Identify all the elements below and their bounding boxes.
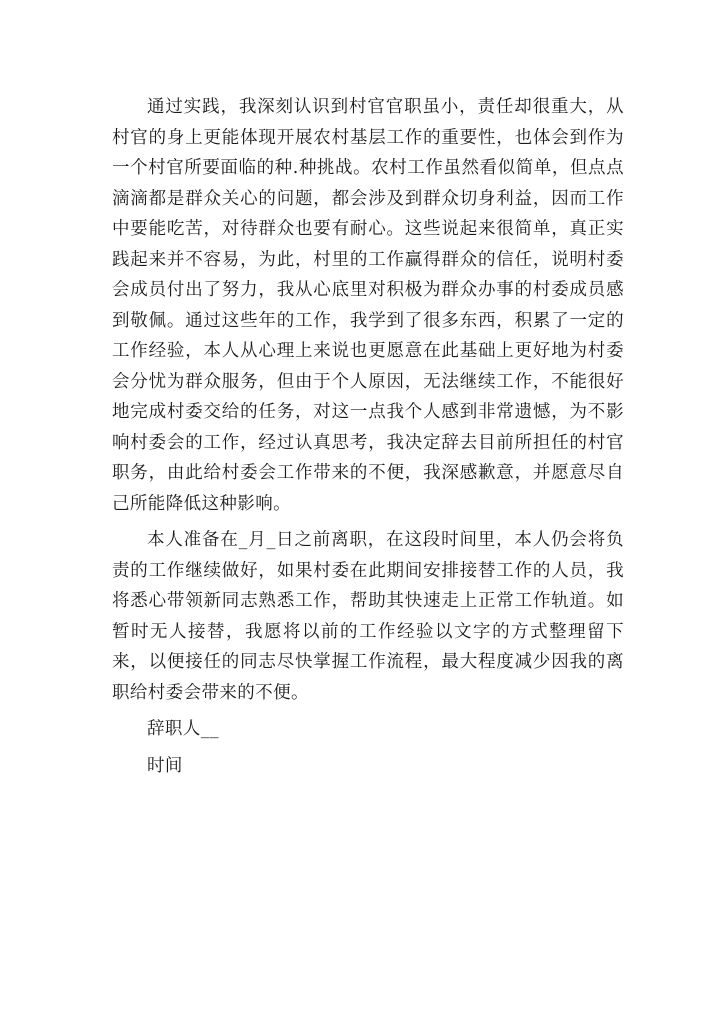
signer-line: 辞职人__ <box>147 719 219 739</box>
body-paragraph-2: 本人准备在_月_日之前离职，在这段时间里，本人仍会将负责的工作继续做好，如果村委在此期间安排接替工作的人员，我将悉心带领新同志熟悉工作，帮助其快速走上正常工作轨道。如暂时无人接替，我愿将以前的工作经验以文字的方式整理留下来，以便接任的同志尽快掌握工作流程，最大程度减少因我的离职给村委会带来的不便。 <box>112 530 624 703</box>
body-paragraph-1: 通过实践，我深刻认识到村官官职虽小，责任却很重大，从村官的身上更能体现开展农村基层工作的重要性，也体会到作为一个村官所要面临的种.种挑战。农村工作虽然看似简单，但点点滴滴都是群众关心的问题，都会涉及到群众切身利益，因而工作中要能吃苦，对待群众也要有耐心。这些说起来很简单，真正实践起来并不容易，为此，村里的工作赢得群众的信任，说明村委会成员付出了努力，我从心底里对积极为群众办事的村委成员感到敬佩。通过这些年的工作，我学到了很多东西，积累了一定的工作经验，本人从心理上来说也更愿意在此基础上更好地为村委会分忧为群众服务，但由于个人原因，无法继续工作，不能很好地完成村委交给的任务，对这一点我个人感到非常遗憾，为不影响村委会的工作，经过认真思考，我决定辞去目前所担任的村官职务，由此给村委会工作带来的不便，我深感歉意，并愿意尽自己所能降低这种影响。 <box>112 97 624 514</box>
letter-body <box>112 92 624 781</box>
time-line: 时间 <box>147 755 183 776</box>
